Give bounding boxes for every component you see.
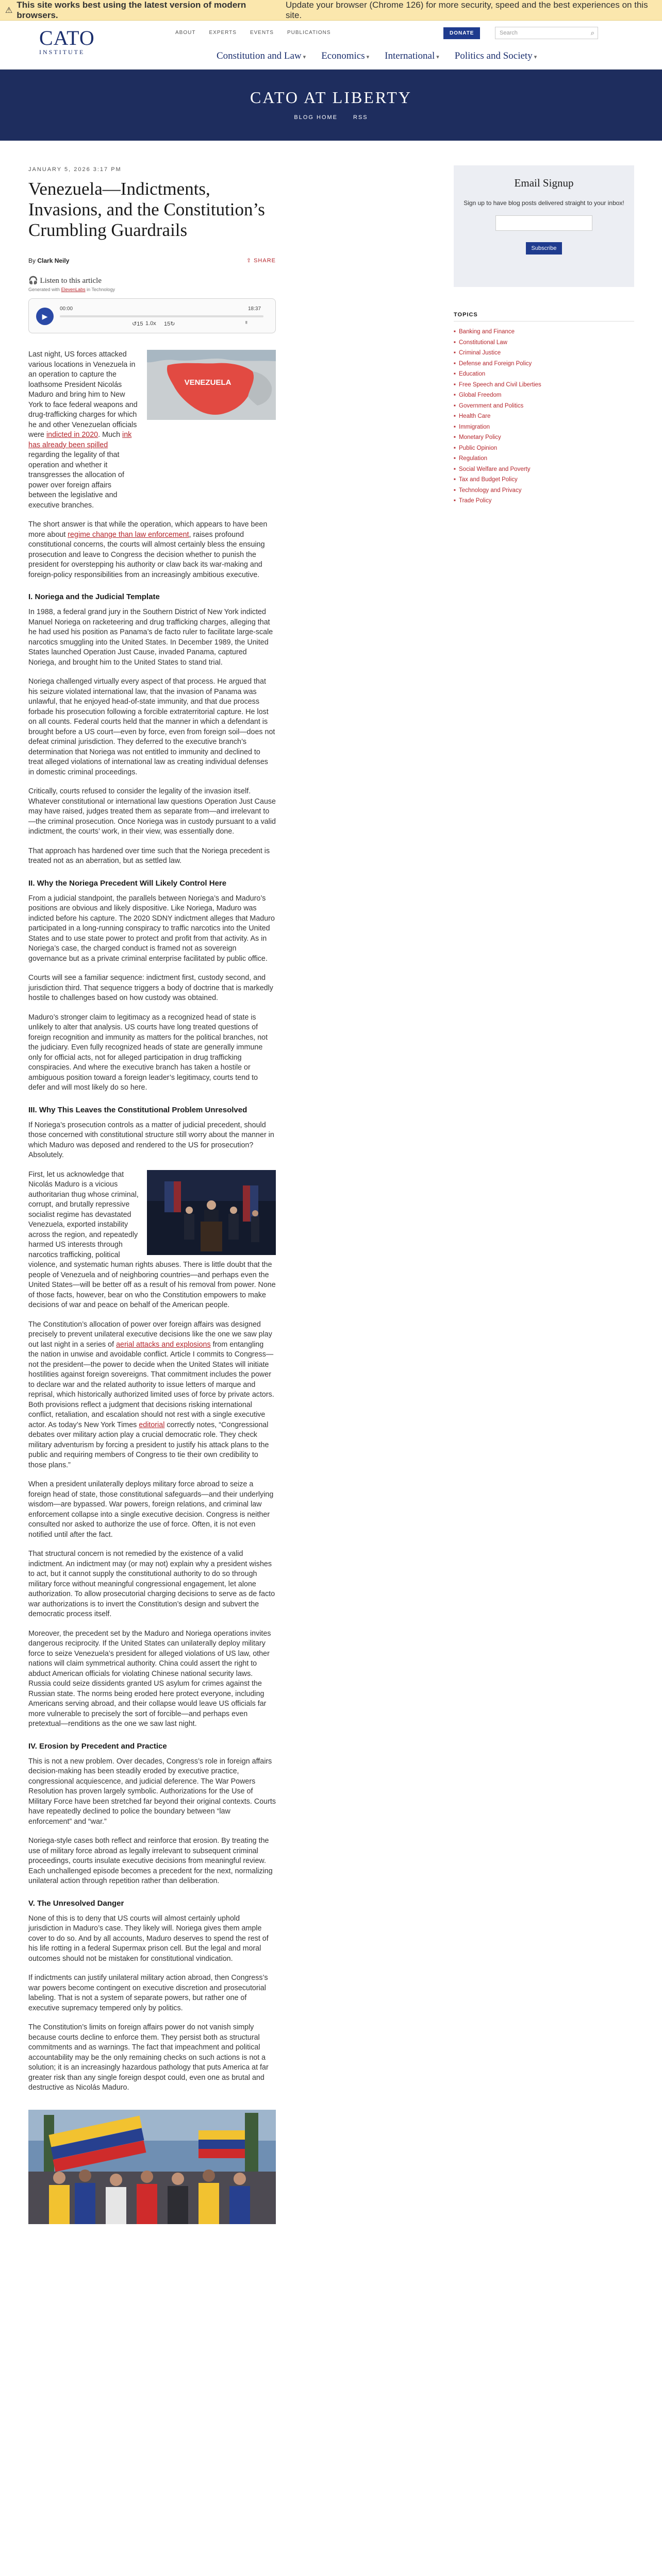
lead-section xyxy=(28,350,276,511)
paragraph: That approach has hardened over time such that the Noriega precedent is treated not as an aberration, but as settled law. xyxy=(28,846,270,865)
p2-text-b: , raises profound constitutional concerns, the courts will almost certainly bless the ensuing prosecution and leave to Congress the decision whether to punish the president for overstepping his authority or claw back its war-making and foreign-policy responsibilities from an increasingly ambitious executive. xyxy=(28,530,265,579)
util-link-about[interactable]: ABOUT xyxy=(175,30,196,36)
forward-label: 15 xyxy=(164,321,171,327)
listen-title-text: Listen to this article xyxy=(40,277,102,285)
lead-text-1: Last night, US forces attacked various locations in Venezuela in an operation to capture the loathsome President Nicolás Maduro and bring him to New York to face federal weapons and drug-trafficking charges for which he and other Venezuelan officials were xyxy=(28,350,138,439)
paragraph: Maduro’s stronger claim to legitimacy as a recognized head of state is unlikely to alter that analysis. US courts have long treated questions of foreign recognition and immunity as matters for the political branches, not the judiciary. Even fully recognized heads of state are generally immune only for official acts, not for alleged participation in drug trafficking conspiracies. And where the executive branch has taken a hostile or ambiguous position toward a foreign leader’s legitimacy, courts tend to defer and will most likely do so here. xyxy=(28,1013,268,1092)
paragraph: If Noriega’s prosecution controls as a matter of judicial precedent, should those concerned with constitutional structure still worry about the manner in which Maduro was deposed and rendered to the US for prosecution? Absolutely. xyxy=(28,1121,274,1159)
section-heading-5: V. The Unresolved Danger xyxy=(28,1899,124,1908)
gen-prefix: Generated with xyxy=(28,287,60,292)
subscribe-button[interactable]: Subscribe xyxy=(526,242,562,255)
nav-label: Politics and Society xyxy=(454,50,533,61)
author-prefix: By xyxy=(28,257,36,264)
photo-paragraph-block xyxy=(28,1170,276,1311)
elevenlabs-link[interactable]: ElevenLabs xyxy=(61,287,86,292)
nav-label: Constitution and Law xyxy=(217,50,302,61)
topic-link[interactable]: ■ Health Care xyxy=(454,411,634,422)
p12-text-a: The Constitution’s allocation of power over foreign affairs was designed precisely to prevent unilateral executive decisions like the one we saw play out last night in a series of xyxy=(28,1320,272,1349)
listen-generated xyxy=(28,287,276,292)
section-heading-3: III. Why This Leaves the Constitutional Problem Unresolved xyxy=(28,1105,247,1114)
paragraph: From a judicial standpoint, the parallels between Noriega’s and Maduro’s positions are obvious and likely dispositive. Like Noriega, Maduro was indicted before his capture. The 2020 SDNY indictment alleges that Maduro participated in a long-running conspiracy to traffic narcotics into the United States and to use state power to protect and profit from that activity. As in Noriega’s case, the charged conduct is framed not as sovereign governance but as a private criminal enterprise facilitated by public office. xyxy=(28,894,275,963)
search-input[interactable] xyxy=(495,27,598,39)
topic-link[interactable]: ■ Government and Politics xyxy=(454,401,634,412)
rewind-button[interactable]: ↺15 xyxy=(132,321,143,327)
chevron-down-icon: ▾ xyxy=(366,54,370,60)
paragraph: None of this is to deny that US courts will almost certainly uphold jurisdiction in Maduro’s case. They likely will. Noriega gives them ample cover to do so. And by all accounts, Maduro deserves to spend the rest of his life rotting in a federal Supermax prison cell. But the legal and moral outcomes should not be mistaken for constitutional vindication. xyxy=(28,1914,269,1963)
protest-photo xyxy=(28,2110,276,2224)
browser-warning-bold: This site works best using the latest version of modern browsers. xyxy=(16,0,246,20)
paragraph: Critically, courts refused to consider the legality of the invasion itself. Whatever constitutional or international law questions Operation Just Cause may have raised, judges treated them as separate from—and irrelevant to—the criminal prosecution. Once Noriega was in custody pursuant to a valid indictment, the courts’ work, in their view, was essentially done. xyxy=(28,787,276,836)
blog-banner xyxy=(0,70,662,141)
aerial-attacks-link[interactable]: aerial attacks and explosions xyxy=(116,1340,211,1349)
topic-link[interactable]: ■ Technology and Privacy xyxy=(454,485,634,496)
section-heading-1: I. Noriega and the Judicial Template xyxy=(28,592,160,601)
audio-player xyxy=(28,298,276,333)
topics-box xyxy=(454,312,634,506)
ink-spilled-link[interactable]: ink has already been spilled xyxy=(28,431,132,449)
topics-list xyxy=(454,327,634,506)
topic-link[interactable]: ■ Monetary Policy xyxy=(454,432,634,443)
nav-label: International xyxy=(385,50,435,61)
browser-warning-bar xyxy=(0,0,662,21)
paragraph xyxy=(28,520,276,580)
press-conference-photo xyxy=(147,1170,276,1255)
listen-section xyxy=(28,276,276,292)
chevron-down-icon: ▾ xyxy=(534,54,537,60)
email-signup-box xyxy=(454,165,634,287)
topic-link[interactable]: ■ Regulation xyxy=(454,453,634,464)
topic-link[interactable]: ■ Immigration xyxy=(454,422,634,433)
topic-link[interactable]: ■ Free Speech and Civil Liberties xyxy=(454,380,634,391)
donate-button[interactable]: DONATE xyxy=(443,27,480,39)
util-link-events[interactable]: EVENTS xyxy=(250,30,274,36)
paragraph: If indictments can justify unilateral military action abroad, then Congress’s war powers become contingent on executive discretion and prosecutorial labeling. That is not a system of separate powers, but rather one of executive supremacy tempered only by politics. xyxy=(28,1974,268,2012)
nav-label: Economics xyxy=(321,50,365,61)
topic-link[interactable]: ■ Criminal Justice xyxy=(454,348,634,359)
paragraph: When a president unilaterally deploys military force abroad to seize a foreign head of state, those constitutional safeguards—and their underlying wisdom—are bypassed. War powers, foreign relations, and criminal law enforcement collapse into a single executive decision. Congress is neither consulted nor asked to authorize the use of force. Often, it is not even notified until after the fact. xyxy=(28,1480,274,1539)
venezuela-map-image xyxy=(147,350,276,420)
paragraph: First, let us acknowledge that Nicolás Maduro is a vicious authoritarian thug whose criminal, corrupt, and brutally repressive socialist regime has devastated Venezuela, exported instability across the region, and repeatedly harmed US interests through narcotics trafficking, political violence, and systematic human rights abuses. There is little doubt that the people of Venezuela and of neighboring countries—and perhaps even the United States—will be better off as a result of his removal from power. None of those facts, however, bear on who the Constitution empowers to make decisions of war and peace on behalf of the American people. xyxy=(28,1170,276,1309)
forward-button[interactable]: 15↻ xyxy=(164,321,175,327)
section-heading-4: IV. Erosion by Precedent and Practice xyxy=(28,1741,167,1751)
logo-sub: INSTITUTE xyxy=(39,48,85,56)
editorial-link[interactable]: editorial xyxy=(139,1420,165,1429)
nav-international[interactable] xyxy=(385,50,439,62)
indicted-link[interactable]: indicted in 2020 xyxy=(46,431,98,439)
share-button[interactable] xyxy=(246,257,276,264)
chevron-down-icon: ▾ xyxy=(303,54,306,60)
topic-link[interactable]: ■ Social Welfare and Poverty xyxy=(454,464,634,475)
lead-paragraph xyxy=(28,350,141,511)
topic-link[interactable]: ■ Global Freedom xyxy=(454,390,634,401)
duration-time: 18:37 xyxy=(248,306,261,312)
headphones-icon: 🎧 xyxy=(28,277,40,285)
p12-text-b: from entangling the nation in unwise and avoidable conflict. Article I commits to Congress—not the president—the power to decide when the United States will initiate hostilities against foreign sovereigns. That commitment includes the power to declare war and the related authority to issue letters of marque and reprisal, which historically authorized limited uses of force by private actors. Both provisions reflect a judgment that decisions risking international conflict, retaliation, and escalation should not rest with a single executive actor. As today’s New York Times xyxy=(28,1340,274,1429)
nav-constitution-law[interactable] xyxy=(217,50,306,62)
search-placeholder: Search xyxy=(500,30,518,36)
sidebar xyxy=(454,165,634,506)
section-heading-2: II. Why the Noriega Precedent Will Likely Control Here xyxy=(28,878,227,888)
browser-warning-text: Update your browser (Chrome 126) for more security, speed and the best experiences on this site. xyxy=(285,0,648,20)
util-link-experts[interactable]: EXPERTS xyxy=(209,30,237,36)
share-icon: ⇪ xyxy=(246,258,254,264)
paragraph: The Constitution’s limits on foreign affairs power do not vanish simply because courts decline to enforce them. They persist both as structural commitments and as warnings. The fact that impeachment and political accountability may be the only remaining checks on such actions is not a solution; it is an increasingly hazardous pathology that puts America at far greater risk than any single foreign despot could, even one as brutal and destructive as Nicolás Maduro. xyxy=(28,2023,269,2092)
author-line xyxy=(28,257,69,264)
paragraph: Courts will see a familiar sequence: indictment first, custody second, and jurisdiction third. That sequence triggers a body of doctrine that is markedly hostile to challenges based on how custody was obtained. xyxy=(28,974,273,1002)
topic-link[interactable]: ■ Trade Policy xyxy=(454,496,634,506)
article-date: JANUARY 5, 2026 3:17 PM xyxy=(28,166,122,173)
logo-main: CATO xyxy=(39,26,95,49)
article-title: Venezuela—Indictments, Invasions, and the Constitution’s Crumbling Guardrails xyxy=(28,179,265,240)
share-label: SHARE xyxy=(254,258,276,264)
signup-description: Sign up to have blog posts delivered straight to your inbox! xyxy=(464,199,624,207)
play-button[interactable]: ▶ xyxy=(36,308,54,325)
gen-suffix: in Technology xyxy=(87,287,115,292)
topic-link[interactable]: ■ Education xyxy=(454,369,634,380)
topics-heading: TOPICS xyxy=(454,312,634,321)
site-header xyxy=(0,21,662,70)
topic-link[interactable]: ■ Tax and Budget Policy xyxy=(454,474,634,485)
lead-text-3: regarding the legality of that operation and whether it transgresses the allocation of power over foreign affairs between the legislative and executive branches. xyxy=(28,451,124,510)
utility-nav xyxy=(175,30,331,36)
speed-button[interactable]: 1.0x xyxy=(145,320,156,327)
paragraph: This is not a new problem. Over decades, Congress’s role in foreign affairs decision-making has been steadily eroded by executive practice, congressional acquiescence, and judicial deference. The War Powers Resolution has proven largely symbolic. Authorizations for the Use of Military Force have been stretched far beyond their original contexts. Courts have repeatedly declined to police the boundary between “law enforcement” and “war.” xyxy=(28,1757,276,1826)
nav-politics-society[interactable] xyxy=(455,50,537,62)
main-nav xyxy=(217,50,537,62)
paragraph: Moreover, the precedent set by the Maduro and Noriega operations invites dangerous reciprocity. If the United States can unilaterally deploy military force to seize Venezuela’s president for alleged violations of US law, other nations will claim symmetrical authority. China could assert the right to abduct American officials for violating Chinese national security laws. Russia could seize dissidents granted US asylum for crimes against the Russian state. The norms being eroded here protect everyone, including Americans serving abroad, and their collapse would leave US officials far more vulnerable to precisely the sort of forcible—and perhaps even pretextual—renditions as the one we saw last night. xyxy=(28,1629,271,1728)
elevenlabs-logo[interactable]: ᴵᴵ xyxy=(245,320,247,327)
cato-logo[interactable] xyxy=(39,26,95,63)
article xyxy=(28,166,276,2224)
progress-track[interactable] xyxy=(60,315,263,317)
paragraph xyxy=(28,1320,276,1471)
topic-link[interactable]: ■ Public Opinion xyxy=(454,443,634,454)
blog-title: CATO AT LIBERTY xyxy=(250,88,412,107)
listen-title xyxy=(28,276,276,285)
byline xyxy=(28,257,276,264)
rss-link[interactable]: RSS xyxy=(353,114,368,121)
search-icon[interactable]: ⌕ xyxy=(590,29,594,37)
paragraph: In 1988, a federal grand jury in the Southern District of New York indicted Manuel Noriega on racketeering and drug trafficking charges, alleging that he had used his position as Panama’s de facto ruler to facilitate large-scale narcotics smuggling into the United States. In December 1989, the United States launched Operation Just Cause, invaded Panama, captured Noriega, and brought him to the United States to stand trial. xyxy=(28,608,273,667)
paragraph: Noriega-style cases both reflect and reinforce that erosion. By treating the use of military force abroad as legally irrelevant to subsequent criminal proceedings, courts insulate executive decisions from meaningful review. Each unchallenged episode becomes a precedent for the next, normalizing unilateral action through repetition rather than deliberation. xyxy=(28,1837,273,1885)
email-field[interactable] xyxy=(495,215,592,231)
lead-text-2: . Much xyxy=(98,431,123,439)
topic-link[interactable]: ■ Constitutional Law xyxy=(454,337,634,348)
warning-icon: ⚠ xyxy=(5,6,13,15)
chevron-down-icon: ▾ xyxy=(436,54,439,60)
blog-home-link[interactable]: BLOG HOME xyxy=(294,114,338,121)
topic-link[interactable]: ■ Defense and Foreign Policy xyxy=(454,359,634,369)
util-link-publications[interactable]: PUBLICATIONS xyxy=(287,30,331,36)
author-name[interactable]: Clark Neily xyxy=(37,257,70,264)
signup-title: Email Signup xyxy=(514,177,574,189)
topic-link[interactable]: ■ Banking and Finance xyxy=(454,327,634,337)
map-label: VENEZUELA xyxy=(184,378,231,387)
elapsed-time: 00:00 xyxy=(60,306,73,312)
nav-economics[interactable] xyxy=(321,50,369,62)
rewind-label: 15 xyxy=(137,321,143,327)
paragraph: Noriega challenged virtually every aspect of that process. He argued that his seizure violated international law, that the invasion of Panama was unlawful, that he enjoyed head-of-state immunity, and that due process forbade his prosecution following a forcible extraterritorial capture. He lost on all counts. Federal courts held that the manner in which a defendant is brought before a US court—even by force, even from foreign soil—does not defeat criminal jurisdiction. They deferred to the executive branch’s determination that Noriega was not entitled to immunity and declined to treat alleged violations of international law as creating individual defenses in domestic criminal proceedings. xyxy=(28,677,275,776)
regime-change-link[interactable]: regime change than law enforcement xyxy=(68,530,189,539)
p12-text-c: correctly notes, “Congressional debates over military action play a crucial democratic role. They check military adventurism by forcing a president to justify his attack plans to the public and requiring members of Congress to tie their own credibility to those plans.” xyxy=(28,1420,269,1469)
paragraph: That structural concern is not remedied by the existence of a valid indictment. An indictment may (or may not) explain why a president wishes to act, but it cannot supply the constitutional authority to do so through military force without meaningful congressional engagement, let alone authorization. To allow prosecutorial charging decisions to serve as de facto war authorizations is to invert the Constitution’s design and subvert the democratic process itself. xyxy=(28,1550,275,1618)
p2-text-a: The short answer is that while the operation, which appears to have been more about xyxy=(28,520,268,539)
blog-links xyxy=(0,114,662,121)
